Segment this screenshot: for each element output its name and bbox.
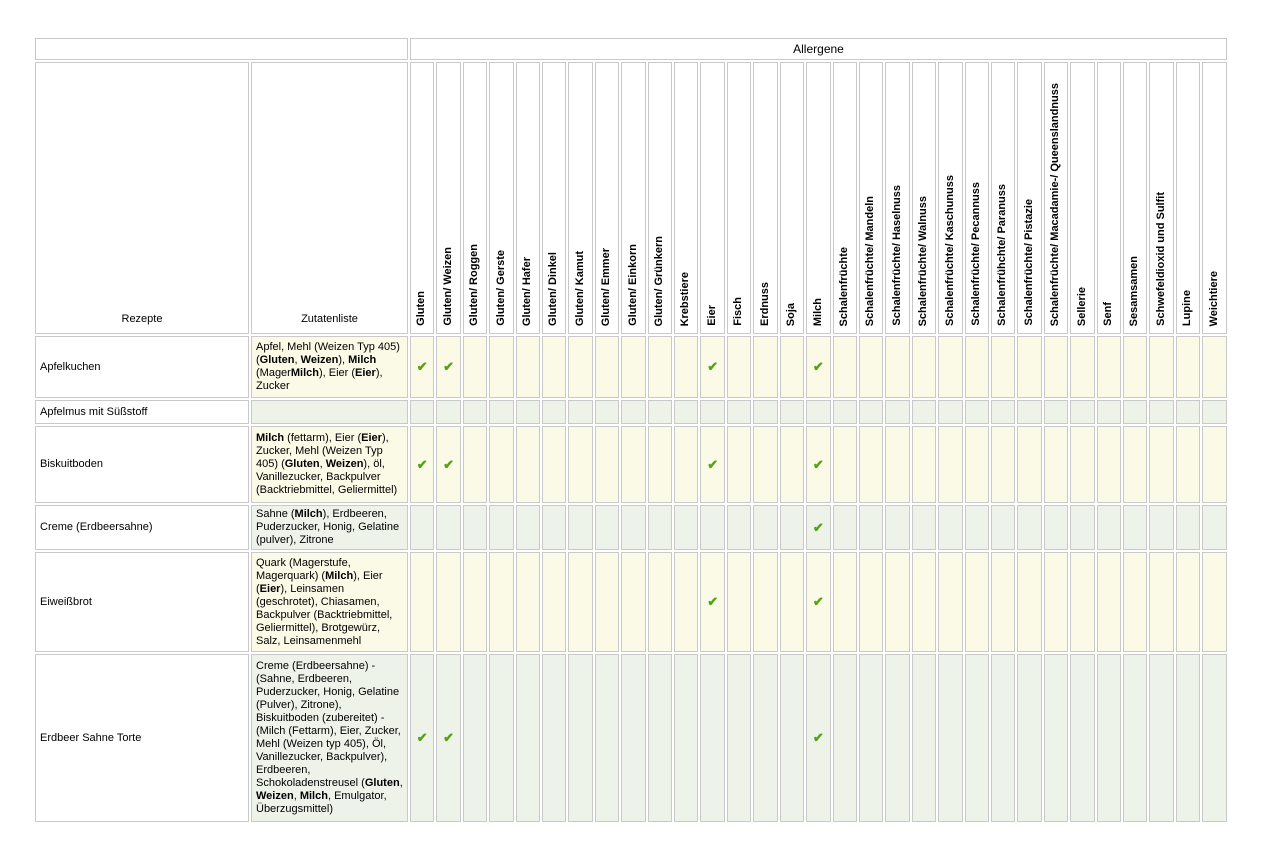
allergen-column-header [1123, 62, 1147, 334]
allergen-check-cell [1202, 505, 1227, 550]
allergen-check-cell [648, 505, 672, 550]
allergen-check-cell [1149, 426, 1173, 503]
allergen-check-cell [780, 336, 804, 398]
allergen-check-cell [1149, 552, 1173, 652]
recipe-row [35, 654, 1227, 822]
ingredients-cell: Sahne (Milch), Erdbeeren, Puderzucker, Honig, Gelatine (pulver), Zitrone [251, 505, 408, 550]
allergen-check-cell [859, 654, 883, 822]
allergen-check-cell [436, 505, 460, 550]
allergen-check-cell [1044, 336, 1068, 398]
allergen-check-cell [965, 654, 989, 822]
allergen-check-cell [991, 654, 1015, 822]
allergen-check-cell [1176, 336, 1200, 398]
allergen-column-label: Schalenfrüchte/ Walnuss [917, 195, 930, 326]
ingredients-column-header: Zutatenliste [251, 62, 408, 334]
allergen-check-cell [489, 654, 513, 822]
allergen-check-cell [621, 552, 645, 652]
allergen-check-cell [489, 336, 513, 398]
allergen-check-cell [1123, 400, 1147, 424]
recipe-name-cell: Creme (Erdbeersahne) [35, 505, 249, 550]
allergen-check-cell [595, 336, 619, 398]
allergen-check-cell [859, 552, 883, 652]
allergen-column-header [1149, 62, 1173, 334]
allergen-check-cell [463, 336, 487, 398]
allergen-check-cell [833, 400, 857, 424]
recipe-row [35, 400, 1227, 424]
check-icon: ✔ [812, 730, 824, 745]
allergen-check-cell [674, 505, 698, 550]
allergen-check-cell [991, 552, 1015, 652]
allergen-column-label: Fisch [732, 297, 745, 326]
allergen-check-cell [516, 426, 540, 503]
allergen-check-cell [912, 654, 936, 822]
allergen-check-cell [806, 654, 830, 822]
allergen-column-header [700, 62, 724, 334]
allergen-check-cell [912, 505, 936, 550]
allergen-check-cell [1017, 552, 1041, 652]
allergen-column-header [885, 62, 909, 334]
allergen-check-cell [991, 400, 1015, 424]
allergen-column-header [753, 62, 777, 334]
column-header-row [35, 62, 1227, 334]
allergen-check-cell [938, 400, 962, 424]
ingredients-cell: Apfel, Mehl (Weizen Typ 405) (Gluten, Weizen), Milch (MagerMilch), Eier (Eier), Zucker [251, 336, 408, 398]
allergen-column-label: Eier [705, 305, 718, 326]
allergen-check-cell [489, 426, 513, 503]
allergen-column-header [727, 62, 751, 334]
allergen-check-cell [410, 426, 434, 503]
allergen-check-cell [965, 552, 989, 652]
allergen-check-cell [885, 426, 909, 503]
allergen-check-cell [1097, 400, 1121, 424]
recipe-name-cell: Biskuitboden [35, 426, 249, 503]
check-icon: ✔ [812, 519, 824, 535]
allergen-check-cell [859, 400, 883, 424]
allergen-check-cell [1202, 336, 1227, 398]
allergen-column-label: Lupine [1181, 289, 1194, 326]
check-icon: ✔ [416, 730, 428, 745]
allergen-check-cell [1044, 654, 1068, 822]
allergen-check-cell [1097, 505, 1121, 550]
allergen-check-cell [1176, 552, 1200, 652]
allergen-check-cell [1176, 505, 1200, 550]
allergen-check-cell [700, 426, 724, 503]
allergen-column-label: Gluten/ Kamut [573, 250, 586, 326]
allergen-column-label: Gluten/ Emmer [600, 247, 613, 326]
allergen-column-label: Schalenfrüchte/ Macadamie-/ Queenslandnuss [1049, 82, 1062, 326]
allergen-column-label: Schalenfrüchte [837, 246, 850, 326]
allergen-check-cell [965, 336, 989, 398]
allergen-check-cell [806, 552, 830, 652]
allergen-check-cell [436, 654, 460, 822]
allergen-check-cell [463, 654, 487, 822]
allergen-check-cell [1149, 505, 1173, 550]
allergen-check-cell [753, 505, 777, 550]
allergen-column-header [1044, 62, 1068, 334]
recipe-name-cell: Apfelmus mit Süßstoff [35, 400, 249, 424]
allergen-column-header [489, 62, 513, 334]
allergen-column-label: Schalenfrüchte/ Kaschunuss [943, 175, 956, 326]
allergen-check-cell [1017, 505, 1041, 550]
allergen-check-cell [912, 552, 936, 652]
allergen-column-header [1017, 62, 1041, 334]
check-icon: ✔ [812, 594, 824, 609]
allergene-header: Allergene [410, 38, 1227, 60]
check-icon: ✔ [416, 456, 428, 472]
allergen-check-cell [1044, 552, 1068, 652]
allergen-column-header [1176, 62, 1200, 334]
allergen-column-header [965, 62, 989, 334]
allergen-check-cell [938, 505, 962, 550]
allergen-check-cell [463, 505, 487, 550]
allergen-check-cell [1149, 336, 1173, 398]
allergen-check-cell [806, 426, 830, 503]
allergen-column-header [912, 62, 936, 334]
allergen-check-cell [568, 654, 592, 822]
allergen-check-cell [1123, 654, 1147, 822]
allergen-check-cell [542, 400, 566, 424]
allergen-check-cell [595, 654, 619, 822]
allergen-column-header [991, 62, 1015, 334]
allergen-column-label: Sellerie [1075, 286, 1088, 326]
recipe-row [35, 336, 1227, 398]
corner-cell [35, 38, 408, 60]
allergen-check-cell [489, 505, 513, 550]
allergen-check-cell [436, 426, 460, 503]
allergen-column-header [621, 62, 645, 334]
allergen-check-cell [991, 336, 1015, 398]
allergen-check-cell [516, 654, 540, 822]
allergen-check-cell [965, 426, 989, 503]
allergen-column-label: Schalenfrüchte/ Pecannuss [969, 182, 982, 326]
allergen-check-cell [648, 336, 672, 398]
allergen-check-cell [1017, 426, 1041, 503]
allergen-check-cell [1070, 505, 1094, 550]
recipe-name-cell: Apfelkuchen [35, 336, 249, 398]
allergen-check-cell [674, 654, 698, 822]
allergen-column-header [674, 62, 698, 334]
allergen-column-header [542, 62, 566, 334]
allergen-check-cell [753, 654, 777, 822]
allergen-column-label: Gluten/ Hafer [521, 256, 534, 326]
allergen-check-cell [912, 336, 936, 398]
allergen-check-cell [436, 400, 460, 424]
allergen-check-cell [780, 654, 804, 822]
allergen-check-cell [885, 505, 909, 550]
allergen-check-cell [859, 426, 883, 503]
allergen-check-cell [965, 505, 989, 550]
allergen-check-cell [1044, 505, 1068, 550]
allergen-check-cell [727, 426, 751, 503]
allergen-check-cell [833, 336, 857, 398]
check-icon: ✔ [707, 594, 719, 609]
allergen-check-cell [938, 426, 962, 503]
check-icon: ✔ [416, 359, 428, 374]
allergen-check-cell [568, 426, 592, 503]
allergen-check-cell [965, 400, 989, 424]
allergen-check-cell [806, 400, 830, 424]
allergen-check-cell [938, 552, 962, 652]
allergen-column-label: Gluten [415, 291, 428, 326]
allergen-column-header [780, 62, 804, 334]
allergen-column-header [938, 62, 962, 334]
allergen-column-label: Gluten/ Dinkel [547, 252, 560, 326]
allergen-check-cell [938, 654, 962, 822]
allergen-check-cell [700, 336, 724, 398]
allergen-check-cell [674, 552, 698, 652]
recipe-row [35, 426, 1227, 503]
allergen-check-cell [621, 336, 645, 398]
allergen-check-cell [568, 505, 592, 550]
allergen-check-cell [542, 552, 566, 652]
check-icon: ✔ [443, 456, 455, 472]
allergen-check-cell [1017, 336, 1041, 398]
allergen-column-header [1097, 62, 1121, 334]
allergen-check-cell [912, 426, 936, 503]
allergen-check-cell [1123, 505, 1147, 550]
allergen-check-cell [648, 400, 672, 424]
allergen-check-cell [991, 426, 1015, 503]
allergen-check-cell [1123, 552, 1147, 652]
allergen-check-cell [1202, 552, 1227, 652]
allergen-check-cell [991, 505, 1015, 550]
ingredients-cell: Creme (Erdbeersahne) - (Sahne, Erdbeeren, Puderzucker, Honig, Gelatine (Pulver), Zitrone), Biskuitboden (zubereitet) - (Milch (Fettarm), Eier, Zucker, Mehl (Weizen typ 405), Öl, Vanillezucker, Backpulver), Erdbeeren, Schokoladenstreusel (Gluten, Weizen, Milch, Emulgator, Überzugsmittel) [251, 654, 408, 822]
allergen-check-cell [595, 426, 619, 503]
allergen-check-cell [1097, 654, 1121, 822]
allergen-check-cell [1044, 426, 1068, 503]
allergen-check-cell [1070, 400, 1094, 424]
allergen-column-label: Gluten/ Gerste [494, 250, 507, 326]
allergen-check-cell [727, 505, 751, 550]
allergen-check-cell [885, 400, 909, 424]
allergen-check-cell [674, 336, 698, 398]
allergen-column-label: Erdnuss [758, 281, 771, 326]
allergen-check-cell [1202, 654, 1227, 822]
allergen-check-cell [806, 505, 830, 550]
allergen-check-cell [516, 505, 540, 550]
allergen-check-cell [595, 552, 619, 652]
allergen-check-cell [727, 552, 751, 652]
check-icon: ✔ [812, 456, 824, 472]
ingredients-cell: Milch (fettarm), Eier (Eier), Zucker, Mehl (Weizen Typ 405) (Gluten, Weizen), öl, Vanillezucker, Backpulver (Backtriebmittel, Geliermittel) [251, 426, 408, 503]
allergen-check-cell [859, 336, 883, 398]
allergen-check-cell [621, 426, 645, 503]
allergen-table [33, 36, 1229, 824]
allergen-check-cell [1149, 654, 1173, 822]
allergen-check-cell [516, 552, 540, 652]
allergen-check-cell [1070, 426, 1094, 503]
allergen-check-cell [833, 426, 857, 503]
allergen-check-cell [648, 426, 672, 503]
check-icon: ✔ [443, 359, 455, 374]
allergen-check-cell [410, 654, 434, 822]
allergen-check-cell [648, 552, 672, 652]
allergen-check-cell [885, 552, 909, 652]
allergen-check-cell [1176, 426, 1200, 503]
allergen-check-cell [1176, 400, 1200, 424]
allergen-column-header [1070, 62, 1094, 334]
recipe-row [35, 552, 1227, 652]
allergen-check-cell [833, 505, 857, 550]
allergen-column-header [1202, 62, 1227, 334]
allergen-check-cell [1097, 336, 1121, 398]
allergen-check-cell [806, 336, 830, 398]
check-icon: ✔ [707, 359, 719, 374]
allergen-check-cell [1017, 400, 1041, 424]
ingredients-cell [251, 400, 408, 424]
allergen-check-cell [700, 552, 724, 652]
allergen-check-cell [568, 336, 592, 398]
table-title-row [35, 38, 1227, 60]
allergen-check-cell [1149, 400, 1173, 424]
allergen-check-cell [568, 552, 592, 652]
check-icon: ✔ [707, 456, 719, 472]
allergen-check-cell [1017, 654, 1041, 822]
allergen-check-cell [780, 400, 804, 424]
allergen-check-cell [621, 654, 645, 822]
recipes-column-header: Rezepte [35, 62, 249, 334]
allergen-check-cell [938, 336, 962, 398]
allergen-check-cell [1097, 552, 1121, 652]
allergen-check-cell [410, 400, 434, 424]
allergen-column-label: Soja [785, 302, 798, 326]
allergen-check-cell [516, 400, 540, 424]
allergen-column-header [516, 62, 540, 334]
allergen-check-cell [1123, 426, 1147, 503]
allergen-column-label: Milch [811, 297, 824, 326]
allergen-check-cell [568, 400, 592, 424]
ingredients-cell: Quark (Magerstufe, Magerquark) (Milch), Eier (Eier), Leinsamen (geschrotet), Chiasamen, Backpulver (Backtriebmittel, Geliermittel), Brotgewürz, Salz, Leinsamenmehl [251, 552, 408, 652]
allergen-column-label: Gluten/ Einkorn [626, 244, 639, 326]
allergen-check-cell [542, 336, 566, 398]
allergen-check-cell [700, 654, 724, 822]
allergen-column-label: Senf [1101, 302, 1114, 326]
allergen-check-cell [542, 426, 566, 503]
allergen-check-cell [833, 552, 857, 652]
allergen-check-cell [436, 336, 460, 398]
allergen-check-cell [753, 426, 777, 503]
allergen-check-cell [542, 654, 566, 822]
allergen-check-cell [1123, 336, 1147, 398]
allergen-check-cell [859, 505, 883, 550]
allergen-column-label: Schalenfrüchte/ Mandeln [864, 195, 877, 326]
allergen-column-label: Gluten/ Weizen [441, 247, 454, 326]
allergen-check-cell [700, 505, 724, 550]
allergen-column-header [806, 62, 830, 334]
allergen-check-cell [595, 400, 619, 424]
allergen-column-header [436, 62, 460, 334]
allergen-column-label: Schalenfrüchte/ Haselnuss [890, 185, 903, 326]
allergen-check-cell [1070, 552, 1094, 652]
allergen-check-cell [516, 336, 540, 398]
allergen-column-label: Schalenfrüchte/ Pistazie [1022, 199, 1035, 326]
allergen-check-cell [833, 654, 857, 822]
allergen-check-cell [780, 552, 804, 652]
allergen-check-cell [542, 505, 566, 550]
allergen-column-label: Schalenfrühchte/ Paranuss [996, 184, 1009, 326]
allergen-check-cell [727, 336, 751, 398]
recipe-name-cell: Eiweißbrot [35, 552, 249, 652]
allergen-check-cell [753, 336, 777, 398]
allergen-check-cell [463, 400, 487, 424]
allergen-check-cell [1202, 400, 1227, 424]
allergen-check-cell [489, 552, 513, 652]
allergen-check-cell [780, 505, 804, 550]
allergen-check-cell [436, 552, 460, 652]
allergen-column-header [410, 62, 434, 334]
allergen-column-header [859, 62, 883, 334]
allergen-column-header [595, 62, 619, 334]
allergen-column-label: Weichtiere [1207, 270, 1220, 326]
allergen-column-label: Krebstiere [679, 271, 692, 326]
allergen-column-header [568, 62, 592, 334]
allergen-column-header [833, 62, 857, 334]
allergen-check-cell [753, 400, 777, 424]
allergen-check-cell [912, 400, 936, 424]
allergen-check-cell [885, 654, 909, 822]
allergen-check-cell [727, 654, 751, 822]
allergen-check-cell [489, 400, 513, 424]
allergen-check-cell [1070, 654, 1094, 822]
allergen-check-cell [753, 552, 777, 652]
allergen-check-cell [727, 400, 751, 424]
allergen-check-cell [1176, 654, 1200, 822]
allergen-check-cell [463, 552, 487, 652]
allergen-check-cell [621, 505, 645, 550]
allergen-check-cell [700, 400, 724, 424]
check-icon: ✔ [812, 359, 824, 374]
allergen-column-label: Sesamsamen [1128, 255, 1141, 326]
recipe-row [35, 505, 1227, 550]
allergen-column-label: Gluten/ Grünkern [653, 235, 666, 326]
allergen-check-cell [410, 505, 434, 550]
allergen-check-cell [463, 426, 487, 503]
allergen-check-cell [1044, 400, 1068, 424]
recipe-name-cell: Erdbeer Sahne Torte [35, 654, 249, 822]
check-icon: ✔ [443, 730, 455, 745]
allergen-check-cell [621, 400, 645, 424]
allergen-check-cell [780, 426, 804, 503]
allergen-check-cell [674, 400, 698, 424]
allergen-column-label: Gluten/ Roggen [468, 244, 481, 326]
allergen-check-cell [1202, 426, 1227, 503]
allergen-column-header [463, 62, 487, 334]
allergen-column-label: Schwefeldioxid und Sulfit [1154, 192, 1167, 326]
allergen-check-cell [674, 426, 698, 503]
allergen-check-cell [410, 336, 434, 398]
allergen-check-cell [595, 505, 619, 550]
allergen-check-cell [410, 552, 434, 652]
allergen-check-cell [1097, 426, 1121, 503]
allergen-column-header [648, 62, 672, 334]
allergen-check-cell [648, 654, 672, 822]
allergen-check-cell [885, 336, 909, 398]
allergen-check-cell [1070, 336, 1094, 398]
